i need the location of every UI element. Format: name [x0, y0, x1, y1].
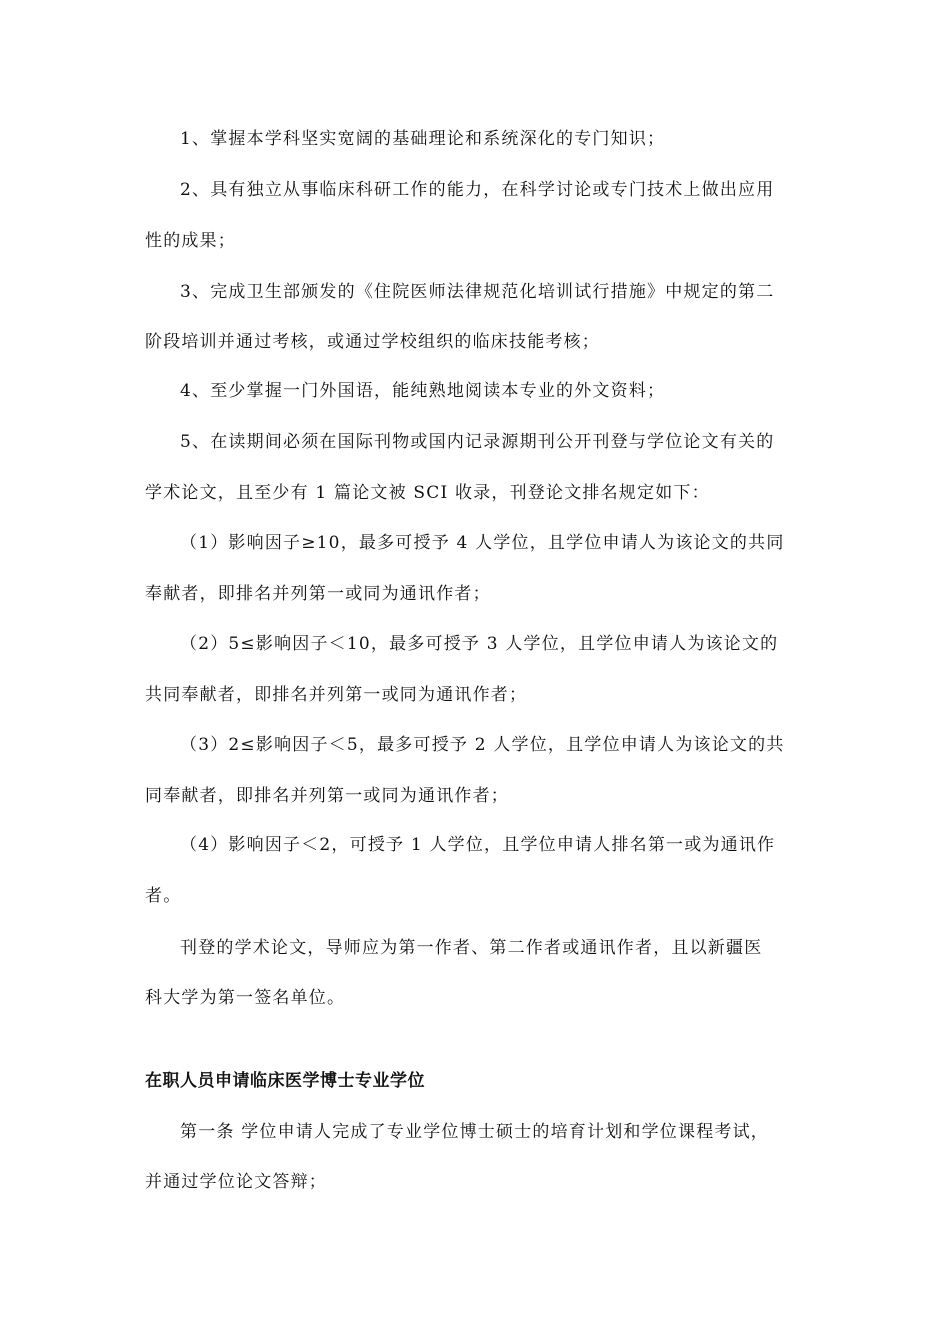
section-heading: 在职人员申请临床医学博士专业学位: [145, 1071, 425, 1091]
requirement-5-line-2: 学术论文，且至少有 1 篇论文被 SCI 收录，刊登论文排名规定如下：: [145, 483, 710, 503]
requirement-5-line-1: 5、在读期间必须在国际刊物或国内记录源期刊公开刊登与学位论文有关的: [180, 432, 775, 452]
article-1-line-2: 并通过学位论文答辩；: [145, 1172, 327, 1192]
rule-1-line-2: 奉献者，即排名并列第一或同为通讯作者；: [145, 584, 491, 604]
rule-4-line-1: （4）影响因子＜2，可授予 1 人学位，且学位申请人排名第一或为通讯作: [180, 835, 776, 855]
article-1-line-1: 第一条 学位申请人完成了专业学位博士硕士的培育计划和学位课程考试，: [180, 1122, 770, 1142]
rule-2-line-2: 共同奉献者，即排名并列第一或同为通讯作者；: [145, 685, 528, 705]
authorship-line-1: 刊登的学术论文，导师应为第一作者、第二作者或通讯作者，且以新疆医: [180, 938, 763, 958]
rule-1-line-1: （1）影响因子≥10，最多可授予 4 人学位，且学位申请人为该论文的共同: [180, 533, 785, 553]
requirement-4: 4、至少掌握一门外国语，能纯熟地阅读本专业的外文资料；: [180, 381, 666, 401]
authorship-line-2: 科大学为第一签名单位。: [145, 988, 346, 1008]
rule-2-line-1: （2）5≤影响因子＜10，最多可授予 3 人学位，且学位申请人为该论文的: [180, 634, 779, 654]
rule-4-line-2: 者。: [145, 886, 182, 906]
rule-3-line-1: （3）2≤影响因子＜5，最多可授予 2 人学位，且学位申请人为该论文的共: [180, 735, 785, 755]
requirement-3-line-1: 3、完成卫生部颁发的《住院医师法律规范化培训试行措施》中规定的第二: [180, 282, 775, 302]
requirement-2-line-1: 2、具有独立从事临床科研工作的能力，在科学讨论或专门技术上做出应用: [180, 180, 775, 200]
requirement-1: 1、掌握本学科坚实宽阔的基础理论和系统深化的专门知识；: [180, 129, 666, 149]
requirement-2-line-2: 性的成果；: [145, 231, 236, 251]
rule-3-line-2: 同奉献者，即排名并列第一或同为通讯作者；: [145, 786, 509, 806]
requirement-3-line-2: 阶段培训并通过考核，或通过学校组织的临床技能考核；: [145, 332, 600, 352]
